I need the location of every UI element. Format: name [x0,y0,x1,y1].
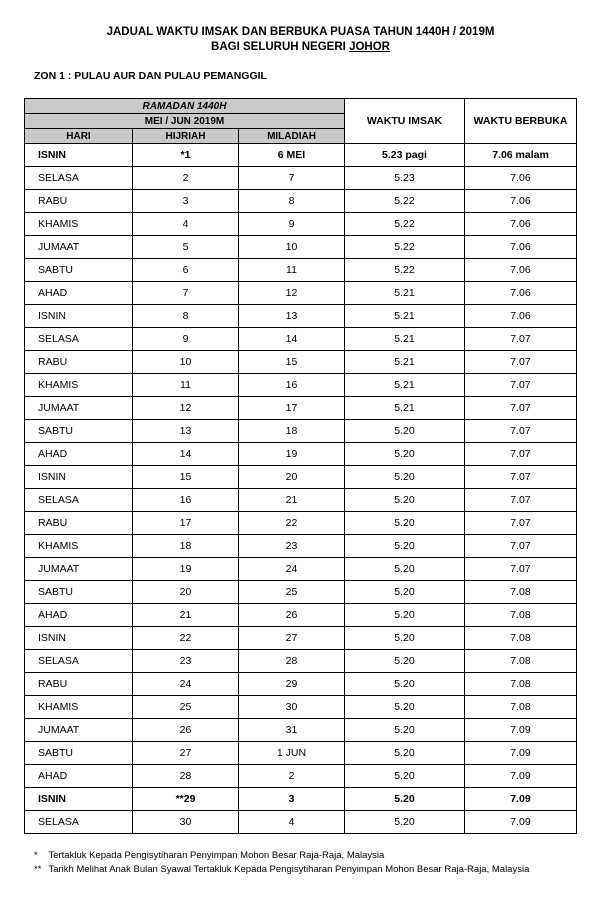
cell-imsak: 5.20 [345,788,465,811]
cell-imsak: 5.21 [345,282,465,305]
cell-miladiah: 23 [239,535,345,558]
table-row [25,673,577,696]
cell-berbuka: 7.06 [465,167,577,190]
zone-label: ZON 1 : PULAU AUR DAN PULAU PEMANGGIL [34,70,267,82]
table-row [25,328,577,351]
cell-hari: JUMAAT [25,719,133,742]
table-row [25,765,577,788]
cell-miladiah: 28 [239,650,345,673]
cell-berbuka: 7.07 [465,351,577,374]
cell-miladiah: 12 [239,282,345,305]
cell-berbuka: 7.06 [465,305,577,328]
cell-imsak: 5.21 [345,328,465,351]
table-row [25,811,577,834]
cell-miladiah: 1 JUN [239,742,345,765]
cell-berbuka: 7.06 [465,213,577,236]
cell-imsak: 5.22 [345,190,465,213]
cell-imsak: 5.20 [345,466,465,489]
cell-hijriah: 8 [133,305,239,328]
table-row [25,466,577,489]
cell-hari: JUMAAT [25,397,133,420]
cell-imsak: 5.22 [345,213,465,236]
col-header-miladiah: MILADIAH [239,129,345,144]
cell-hijriah: 28 [133,765,239,788]
table-row [25,696,577,719]
cell-imsak: 5.20 [345,696,465,719]
cell-miladiah: 24 [239,558,345,581]
cell-berbuka: 7.08 [465,604,577,627]
cell-hari: KHAMIS [25,374,133,397]
table-row [25,282,577,305]
cell-imsak: 5.20 [345,719,465,742]
cell-imsak: 5.20 [345,650,465,673]
cell-miladiah: 22 [239,512,345,535]
cell-hari: RABU [25,351,133,374]
cell-hijriah: 18 [133,535,239,558]
cell-miladiah: 18 [239,420,345,443]
cell-hijriah: 3 [133,190,239,213]
table-row [25,719,577,742]
cell-hijriah: *1 [133,144,239,167]
cell-hari: RABU [25,512,133,535]
cell-hijriah: 2 [133,167,239,190]
page-subtitle [0,41,601,53]
cell-imsak: 5.20 [345,489,465,512]
cell-berbuka: 7.07 [465,558,577,581]
cell-hijriah: 27 [133,742,239,765]
cell-imsak: 5.20 [345,512,465,535]
cell-imsak: 5.20 [345,811,465,834]
table-row [25,627,577,650]
cell-miladiah: 17 [239,397,345,420]
cell-imsak: 5.20 [345,604,465,627]
footnote-text: Tertakluk Kepada Pengisytiharan Penyimpan Mohon Besar Raja-Raja, Malaysia [48,850,385,861]
cell-hari: ISNIN [25,788,133,811]
cell-berbuka: 7.06 malam [465,144,577,167]
cell-berbuka: 7.07 [465,535,577,558]
ramadan-label: RAMADAN 1440H [25,99,345,114]
cell-hari: JUMAAT [25,236,133,259]
cell-miladiah: 14 [239,328,345,351]
cell-hijriah: 24 [133,673,239,696]
footnote-mark: * [34,850,38,861]
cell-hijriah: 7 [133,282,239,305]
cell-berbuka: 7.07 [465,466,577,489]
table-row [25,351,577,374]
cell-hijriah: 14 [133,443,239,466]
cell-miladiah: 16 [239,374,345,397]
cell-imsak: 5.21 [345,305,465,328]
table-row [25,420,577,443]
cell-miladiah: 11 [239,259,345,282]
cell-imsak: 5.20 [345,627,465,650]
table-row [25,604,577,627]
col-header-imsak: WAKTU IMSAK [345,99,465,144]
cell-berbuka: 7.07 [465,397,577,420]
cell-hari: SABTU [25,742,133,765]
cell-berbuka: 7.08 [465,673,577,696]
cell-imsak: 5.21 [345,397,465,420]
cell-miladiah: 7 [239,167,345,190]
cell-miladiah: 6 MEI [239,144,345,167]
cell-imsak: 5.20 [345,673,465,696]
cell-hari: RABU [25,190,133,213]
table-row [25,558,577,581]
cell-miladiah: 31 [239,719,345,742]
cell-miladiah: 21 [239,489,345,512]
cell-imsak: 5.21 [345,374,465,397]
cell-miladiah: 8 [239,190,345,213]
cell-miladiah: 20 [239,466,345,489]
cell-hijriah: 30 [133,811,239,834]
cell-berbuka: 7.06 [465,190,577,213]
cell-hari: KHAMIS [25,535,133,558]
table-row [25,650,577,673]
cell-hari: JUMAAT [25,558,133,581]
table-row [25,397,577,420]
cell-hijriah: 12 [133,397,239,420]
cell-berbuka: 7.08 [465,581,577,604]
cell-berbuka: 7.06 [465,236,577,259]
table-row [25,259,577,282]
cell-berbuka: 7.07 [465,374,577,397]
cell-hari: SELASA [25,650,133,673]
table-row [25,535,577,558]
cell-hijriah: 26 [133,719,239,742]
cell-hari: SELASA [25,811,133,834]
table-row [25,742,577,765]
footnote-1 [34,849,529,863]
cell-miladiah: 13 [239,305,345,328]
page-title: JADUAL WAKTU IMSAK DAN BERBUKA PUASA TAHUN 1440H / 2019M [106,26,495,38]
cell-imsak: 5.20 [345,581,465,604]
month-label: MEI / JUN 2019M [25,114,345,129]
col-header-hijriah: HIJRIAH [133,129,239,144]
table-row [25,144,577,167]
cell-berbuka: 7.09 [465,719,577,742]
cell-imsak: 5.20 [345,765,465,788]
table-row [25,213,577,236]
table-row [25,167,577,190]
footnote-2 [34,863,529,877]
cell-berbuka: 7.08 [465,696,577,719]
cell-berbuka: 7.07 [465,420,577,443]
cell-hijriah: 9 [133,328,239,351]
cell-miladiah: 27 [239,627,345,650]
cell-hari: ISNIN [25,466,133,489]
cell-miladiah: 30 [239,696,345,719]
cell-imsak: 5.23 pagi [345,144,465,167]
cell-hijriah: 20 [133,581,239,604]
cell-hari: KHAMIS [25,696,133,719]
cell-hijriah: 10 [133,351,239,374]
header-row-ramadan [25,99,577,114]
cell-miladiah: 15 [239,351,345,374]
cell-hari: SABTU [25,581,133,604]
cell-imsak: 5.23 [345,167,465,190]
cell-hijriah: 16 [133,489,239,512]
table-row [25,236,577,259]
cell-hijriah: 17 [133,512,239,535]
cell-hari: RABU [25,673,133,696]
table-row [25,489,577,512]
cell-hijriah: 19 [133,558,239,581]
schedule-table [24,98,577,834]
cell-miladiah: 29 [239,673,345,696]
cell-berbuka: 7.08 [465,650,577,673]
cell-imsak: 5.20 [345,420,465,443]
cell-hijriah: 4 [133,213,239,236]
cell-imsak: 5.20 [345,443,465,466]
cell-berbuka: 7.07 [465,512,577,535]
footnotes [34,849,529,877]
cell-hari: SELASA [25,167,133,190]
cell-hijriah: 6 [133,259,239,282]
footnote-mark: ** [34,864,42,875]
table-row [25,190,577,213]
cell-berbuka: 7.07 [465,328,577,351]
cell-hijriah: 15 [133,466,239,489]
cell-imsak: 5.20 [345,742,465,765]
cell-miladiah: 2 [239,765,345,788]
cell-hari: SELASA [25,328,133,351]
cell-hijriah: **29 [133,788,239,811]
cell-berbuka: 7.09 [465,811,577,834]
cell-berbuka: 7.06 [465,282,577,305]
cell-hari: SELASA [25,489,133,512]
cell-miladiah: 3 [239,788,345,811]
cell-imsak: 5.20 [345,535,465,558]
cell-miladiah: 26 [239,604,345,627]
cell-berbuka: 7.09 [465,765,577,788]
cell-berbuka: 7.07 [465,443,577,466]
col-header-hari: HARI [25,129,133,144]
cell-hari: ISNIN [25,627,133,650]
cell-imsak: 5.20 [345,558,465,581]
cell-imsak: 5.21 [345,351,465,374]
cell-berbuka: 7.06 [465,259,577,282]
cell-miladiah: 25 [239,581,345,604]
subtitle-prefix: BAGI SELURUH NEGERI [211,41,346,53]
cell-hijriah: 5 [133,236,239,259]
cell-hari: SABTU [25,420,133,443]
cell-miladiah: 19 [239,443,345,466]
table-row [25,512,577,535]
cell-imsak: 5.22 [345,236,465,259]
cell-hari: ISNIN [25,305,133,328]
cell-miladiah: 10 [239,236,345,259]
cell-hari: KHAMIS [25,213,133,236]
cell-berbuka: 7.07 [465,489,577,512]
cell-berbuka: 7.09 [465,788,577,811]
col-header-berbuka: WAKTU BERBUKA [465,99,577,144]
cell-hijriah: 25 [133,696,239,719]
cell-hari: AHAD [25,443,133,466]
table-row [25,305,577,328]
cell-berbuka: 7.08 [465,627,577,650]
subtitle-state: JOHOR [349,41,390,53]
cell-imsak: 5.22 [345,259,465,282]
cell-hijriah: 22 [133,627,239,650]
table-row [25,374,577,397]
schedule-body [25,144,577,834]
table-row [25,443,577,466]
footnote-text: Tarikh Melihat Anak Bulan Syawal Tertakluk Kepada Pengisytiharan Penyimpan Mohon Besar Raja-Raja, Malaysia [48,864,530,875]
cell-hijriah: 21 [133,604,239,627]
table-row [25,788,577,811]
cell-hijriah: 13 [133,420,239,443]
cell-hari: ISNIN [25,144,133,167]
cell-hijriah: 11 [133,374,239,397]
cell-hari: AHAD [25,765,133,788]
cell-hari: AHAD [25,604,133,627]
cell-miladiah: 4 [239,811,345,834]
cell-hari: AHAD [25,282,133,305]
cell-berbuka: 7.09 [465,742,577,765]
cell-hijriah: 23 [133,650,239,673]
cell-miladiah: 9 [239,213,345,236]
table-row [25,581,577,604]
cell-hari: SABTU [25,259,133,282]
